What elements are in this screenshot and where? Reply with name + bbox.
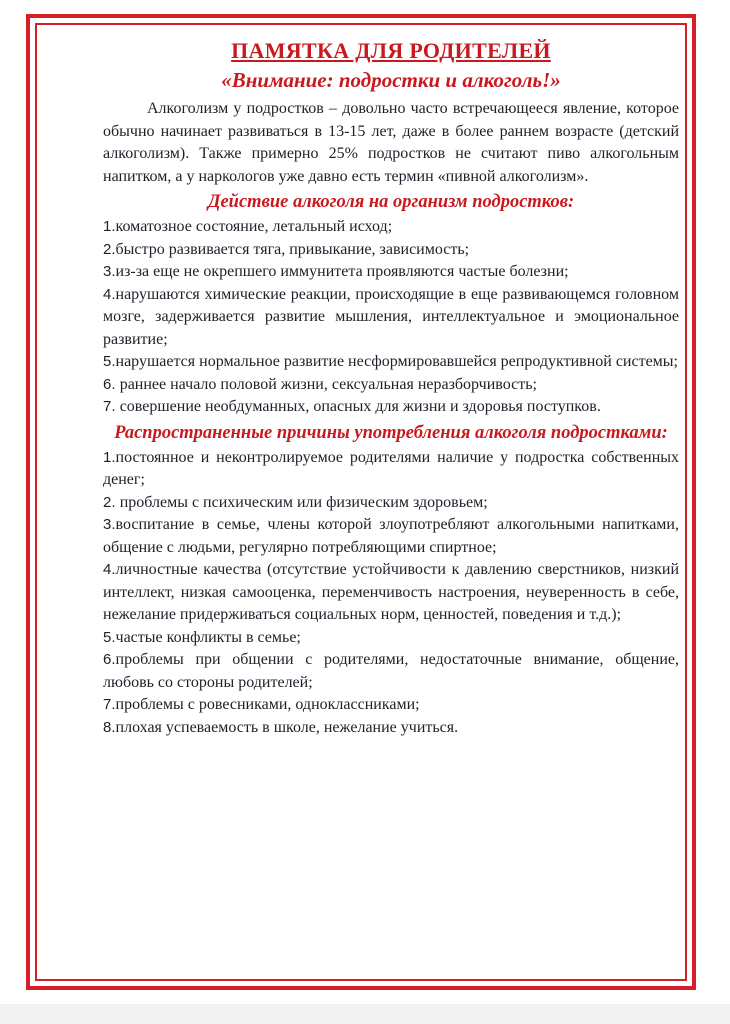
intro-line: в более раннем возрасте (детский алкоголизм). Также примерно bbox=[103, 122, 680, 162]
item-number: 6. bbox=[103, 375, 120, 393]
item-number: 3. bbox=[103, 263, 116, 280]
list-item bbox=[103, 447, 679, 492]
item-number: 4. bbox=[103, 561, 116, 578]
list-item bbox=[103, 514, 679, 559]
effects-list bbox=[103, 216, 679, 419]
item-number: 6. bbox=[103, 651, 116, 668]
item-number: 5. bbox=[103, 353, 116, 370]
item-number: 7. bbox=[103, 696, 116, 713]
list-item bbox=[103, 396, 679, 419]
item-number: 7. bbox=[103, 398, 120, 415]
list-item bbox=[103, 649, 679, 694]
item-text: из-за еще не окрепшего иммунитета проявляются частые болезни; bbox=[115, 263, 569, 280]
item-text: частые конфликты в семье; bbox=[115, 628, 301, 646]
item-text: плохая успеваемость в школе, нежелание учиться. bbox=[115, 718, 459, 736]
item-number: 2. bbox=[103, 493, 120, 511]
list-item bbox=[103, 374, 679, 397]
item-text: нарушается нормальное развитие несформировавшейся репродуктивной системы; bbox=[115, 353, 678, 370]
intro-paragraph bbox=[103, 98, 679, 188]
list-item bbox=[103, 261, 679, 284]
item-number: 4. bbox=[103, 285, 116, 303]
item-text: раннее начало половой жизни, сексуальная неразборчивость; bbox=[119, 375, 537, 393]
list-item bbox=[103, 559, 679, 627]
list-item bbox=[103, 216, 679, 239]
list-item bbox=[103, 694, 679, 717]
list-item bbox=[103, 284, 679, 352]
item-text: проблемы с ровесниками, одноклассниками; bbox=[115, 696, 420, 713]
intro-line: Алкоголизм у подростков – довольно часто встречающееся bbox=[147, 100, 558, 117]
intro-line: а у наркологов уже давно есть термин «пивной алкоголизм». bbox=[175, 167, 589, 185]
item-number: 3. bbox=[103, 516, 116, 533]
section-heading-effects: Действие алкоголя на организм подростков: bbox=[207, 192, 575, 212]
item-text: коматозное состояние, летальный исход; bbox=[115, 218, 393, 235]
page-subtitle: «Внимание: подростки и алкоголь!» bbox=[221, 68, 561, 92]
list-item bbox=[103, 717, 679, 740]
list-item bbox=[103, 351, 679, 374]
list-item bbox=[103, 239, 679, 262]
causes-list bbox=[103, 447, 679, 740]
item-number: 8. bbox=[103, 718, 116, 736]
item-text: быстро развивается тяга, привыкание, зависимость; bbox=[115, 240, 470, 258]
list-item bbox=[103, 492, 679, 515]
intro-line: явление, которое обычно начинает развиваться в 13-15 лет, даже bbox=[103, 100, 679, 140]
item-number: 2. bbox=[103, 240, 116, 258]
item-number: 1. bbox=[103, 448, 116, 466]
item-text: личностные качества (отсутствие устойчивости к давлению сверстников, низкий интеллект, низкая самооценка, переменчивость настроения, неуверенность в себе, нежелание придерживаться социальных норм, ценностей, поведения и т.д.); bbox=[103, 561, 679, 623]
item-text: нарушаются химические реакции, происходящие в еще развивающемся головном мозге, задерживается развитие мышления, интеллектуальное и эмоциональное развитие; bbox=[103, 285, 679, 348]
item-text: совершение необдуманных, опасных для жизни и здоровья поступков. bbox=[119, 398, 601, 415]
section-heading-causes: Распространенные причины употребления алкоголя подростками: bbox=[114, 422, 668, 443]
item-text: проблемы при общении с родителями, недостаточные внимание, общение, любовь со стороны родителей; bbox=[103, 651, 679, 691]
page-bottom-margin bbox=[0, 1004, 730, 1024]
item-number: 5. bbox=[103, 628, 116, 646]
intro-line: 25% подростков не считают пиво алкогольным напитком, bbox=[103, 145, 679, 185]
list-item bbox=[103, 627, 679, 650]
item-number: 1. bbox=[103, 218, 116, 235]
item-text: воспитание в семье, члены которой злоупотребляют алкогольными напитками, общение с людьми, регулярно потребляющими спиртное; bbox=[103, 516, 679, 556]
leaflet-content bbox=[103, 36, 679, 739]
item-text: проблемы с психическим или физическим здоровьем; bbox=[119, 493, 488, 511]
page-title: ПАМЯТКА ДЛЯ РОДИТЕЛЕЙ bbox=[231, 38, 551, 63]
item-text: постоянное и неконтролируемое родителями наличие у подростка собственных денег; bbox=[103, 448, 679, 488]
